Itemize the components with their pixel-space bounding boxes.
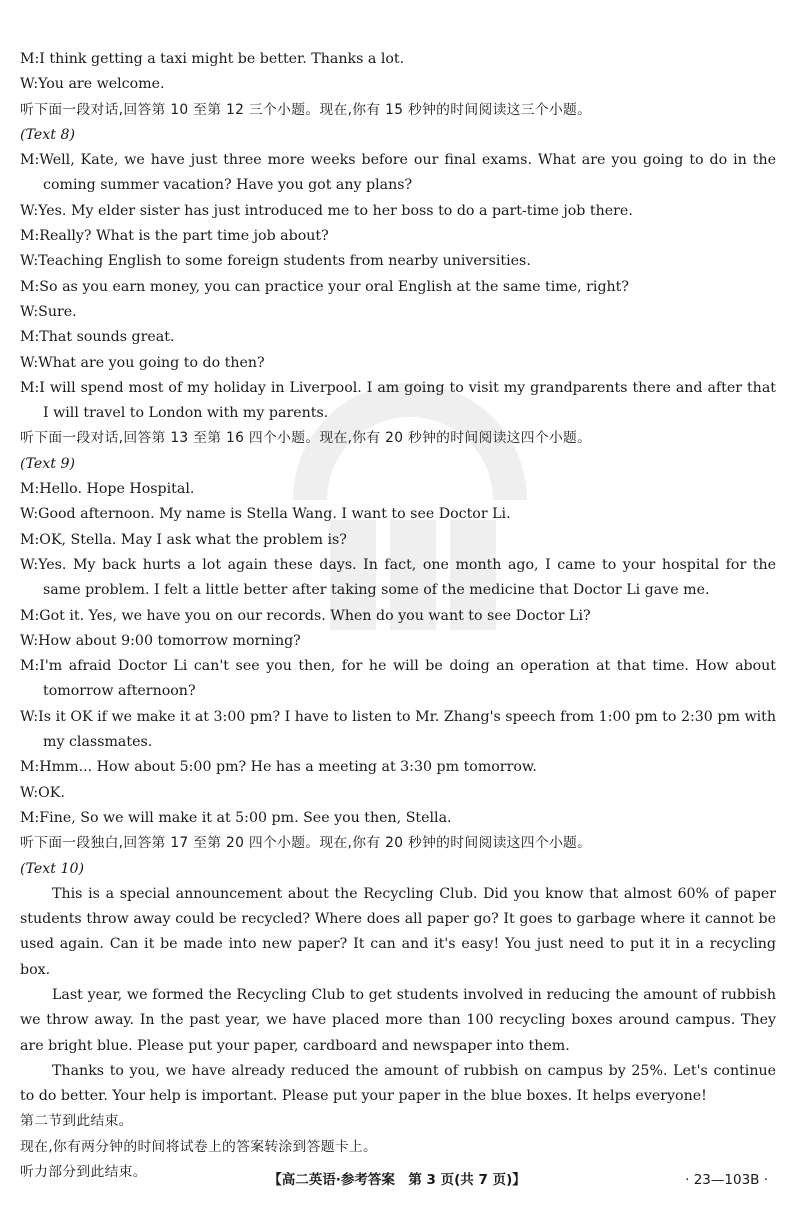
page-footer <box>0 1168 794 1192</box>
instruction-line: 第二节到此结束。 <box>20 1113 133 1130</box>
footer-page-title: 【高二英语·参考答案 第 3 页(共 7 页)】 <box>268 1172 526 1188</box>
dialogue-line: M:Hello. Hope Hospital. <box>20 481 195 498</box>
dialogue-line: M:Well, Kate, we have just three more weeks before our final exams. What are you going to do in the coming summer vacation? Have you got any plans? <box>20 152 776 194</box>
dialogue-line: M:Hmm... How about 5:00 pm? He has a meeting at 3:30 pm tomorrow. <box>20 759 537 776</box>
dialogue-line: W:What are you going to do then? <box>20 354 265 371</box>
dialogue-line: M:I think getting a taxi might be better. Thanks a lot. <box>20 51 405 67</box>
dialogue-line: M:Really? What is the part time job about? <box>20 228 329 245</box>
instruction-line: 听下面一段对话,回答第 10 至第 12 三个小题。现在,你有 15 秒钟的时间阅读这三个小题。 <box>20 101 592 118</box>
dialogue-line: W:Yes. My elder sister has just introduced me to her boss to do a part-time job there. <box>20 202 633 219</box>
dialogue-line: W:Yes. My back hurts a lot again these days. In fact, one month ago, I came to your hospital for the same problem. I felt a little better after taking some of the medicine that Doctor Li gave me. <box>20 556 776 599</box>
text-label: (Text 8) <box>20 126 76 143</box>
dialogue-line: M:OK, Stella. May I ask what the problem is? <box>20 531 347 548</box>
dialogue-line: M:I'm afraid Doctor Li can't see you then, for he will be doing an operation at that time. How about tomorrow afternoon? <box>20 658 776 700</box>
dialogue-line: W:You are welcome. <box>20 76 165 93</box>
dialogue-line: M:Fine, So we will make it at 5:00 pm. See you then, Stella. <box>20 809 452 826</box>
document-body <box>20 47 776 1185</box>
instruction-line: 听下面一段独白,回答第 17 至第 20 四个小题。现在,你有 20 秒钟的时间阅读这四个小题。 <box>20 835 592 852</box>
announcement-paragraph: Thanks to you, we have already reduced the amount of rubbish on campus by 25%. Let's continue to do better. Your help is important. Please put your paper in the blue boxes. It helps everyone! <box>20 1062 776 1105</box>
instruction-line: 听下面一段对话,回答第 13 至第 16 四个小题。现在,你有 20 秒钟的时间阅读这四个小题。 <box>20 430 592 447</box>
instruction-line: 听力部分到此结束。 <box>20 1164 147 1181</box>
dialogue-line: W:OK. <box>20 784 65 801</box>
announcement-paragraph: This is a special announcement about the Recycling Club. Did you know that almost 60% of paper students throw away could be recycled? Where does all paper go? It goes to garbage where it cannot be used again. Can it be made into new paper? It can and it's easy! You just need to put it in a recycling box. <box>20 885 776 978</box>
text-label: (Text 9) <box>20 455 76 472</box>
dialogue-line: W:Sure. <box>20 303 77 320</box>
dialogue-line: M:I will spend most of my holiday in Liverpool. I am going to visit my grandparents there and after that I will travel to London with my parents. <box>20 379 776 422</box>
announcement-paragraph: Last year, we formed the Recycling Club to get students involved in reducing the amount of rubbish we throw away. In the past year, we have placed more than 100 recycling boxes around campus. They are bright blue. Please put your paper, cardboard and newspaper into them. <box>20 986 776 1054</box>
dialogue-line: M:So as you earn money, you can practice your oral English at the same time, right? <box>20 278 629 295</box>
dialogue-line: W:Good afternoon. My name is Stella Wang. I want to see Doctor Li. <box>20 506 511 523</box>
text-label: (Text 10) <box>20 860 85 877</box>
footer-doc-code: · 23—103B · <box>685 1172 768 1188</box>
dialogue-line: W:How about 9:00 tomorrow morning? <box>20 632 301 649</box>
dialogue-line: M:Got it. Yes, we have you on our records. When do you want to see Doctor Li? <box>20 607 591 624</box>
dialogue-line: W:Is it OK if we make it at 3:00 pm? I have to listen to Mr. Zhang's speech from 1:00 pm to 2:30 pm with my classmates. <box>20 708 776 751</box>
dialogue-line: W:Teaching English to some foreign students from nearby universities. <box>20 253 531 270</box>
dialogue-line: M:That sounds great. <box>20 329 175 346</box>
instruction-line: 现在,你有两分钟的时间将试卷上的答案转涂到答题卡上。 <box>20 1138 378 1155</box>
